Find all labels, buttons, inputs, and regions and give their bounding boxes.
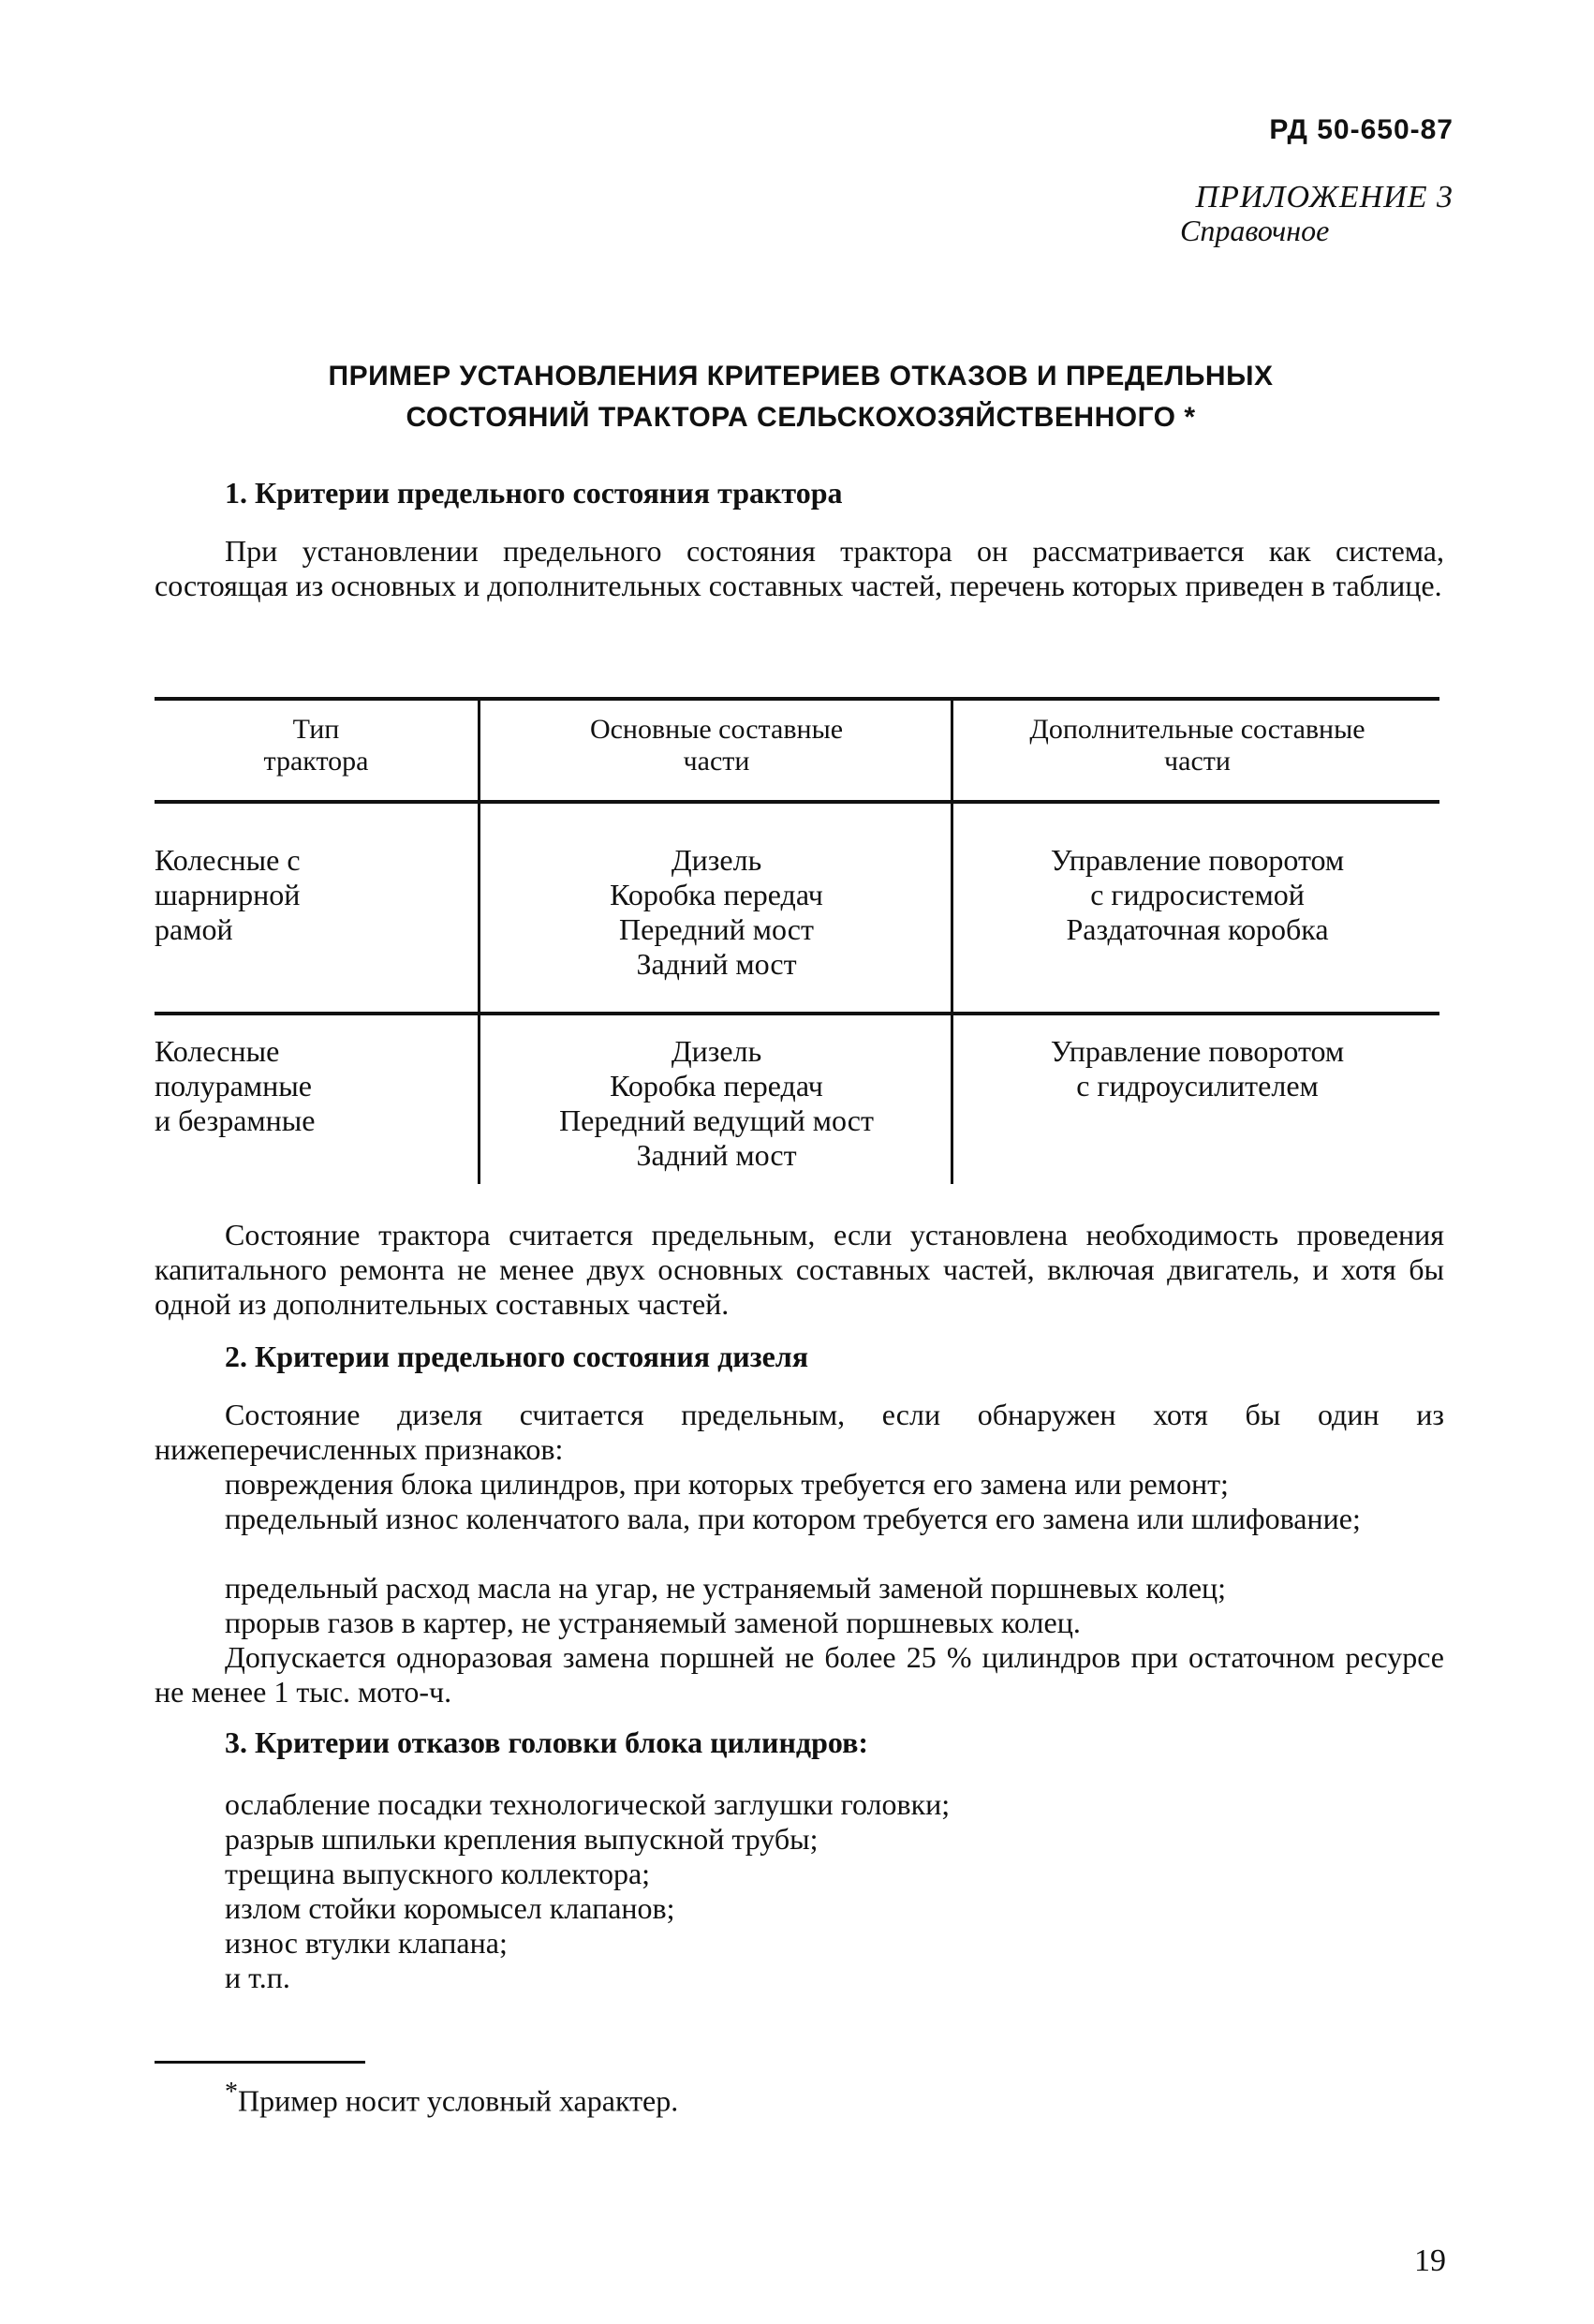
table-header-extra	[955, 714, 1439, 777]
header-extra-line-1: Дополнительные составные	[1029, 714, 1365, 745]
row-2-main-line: Задний мост	[636, 1138, 797, 1172]
section-3-item: износ втулки клапана;	[225, 1926, 508, 1960]
row-1-main-line: Коробка передач	[610, 878, 823, 911]
section-3-item: трещина выпускного коллектора;	[225, 1857, 651, 1890]
appendix-label: ПРИЛОЖЕНИЕ 3	[1195, 180, 1454, 215]
row-1-extra-line: Раздаточная коробка	[1066, 912, 1329, 946]
section-2-intro: Состояние дизеля считается предельным, если обнаружен хотя бы один из нижеперечисленных признаков:	[155, 1398, 1444, 1466]
section-1-heading: 1. Критерии предельного состояния трактора	[225, 476, 843, 510]
table-row-1-extra	[955, 843, 1439, 947]
header-type-line-1: Тип	[292, 714, 340, 745]
section-2-item-3: предельный расход масла на угар, не устраняемый заменой поршневых колец;	[225, 1571, 1227, 1605]
row-1-type-line: шарнирной	[155, 878, 301, 911]
table-header-rule	[155, 800, 1439, 804]
row-1-type-line: рамой	[155, 912, 233, 946]
section-3-item: и т.п.	[225, 1961, 290, 1994]
row-2-type-line: полурамные	[155, 1069, 312, 1103]
section-2-note: Допускается одноразовая замена поршней не более 25 % цилиндров при остаточном ресурсе не менее 1 тыс. мото-ч.	[155, 1640, 1444, 1709]
section-2-item-2: предельный износ коленчатого вала, при котором требуется его замена или шлифование;	[225, 1502, 1361, 1535]
row-2-type-line: Колесные	[155, 1034, 280, 1068]
row-2-extra-line: Управление поворотом	[1050, 1034, 1345, 1068]
page-title	[225, 356, 1377, 438]
footnote-mark: *	[225, 2078, 238, 2107]
row-2-main-line: Коробка передач	[610, 1069, 823, 1103]
footnote-rule	[155, 2061, 365, 2064]
section-2-item-1: повреждения блока цилиндров, при которых требуется его замена или ремонт;	[225, 1467, 1229, 1501]
footnote-text: Пример носит условный характер.	[238, 2083, 679, 2118]
title-line-2	[225, 397, 1377, 438]
table-col-divider-2	[951, 697, 953, 1184]
table-row-2-type	[155, 1034, 478, 1138]
footnote	[225, 2078, 678, 2119]
appendix-type: Справочное	[1180, 214, 1330, 247]
table-row-rule	[155, 1012, 1439, 1015]
row-1-extra-line: с гидросистемой	[1090, 878, 1305, 911]
title-footnote-mark: *	[1184, 402, 1196, 433]
section-2-item-4: прорыв газов в картер, не устраняемый заменой поршневых колец.	[225, 1606, 1081, 1639]
section-1-conclusion: Состояние трактора считается предельным, если установлена необходимость проведения капитального ремонта не менее двух основных составных частей, включая двигатель, и хотя бы одной из дополнительных составных частей.	[155, 1218, 1444, 1321]
title-line-1: ПРИМЕР УСТАНОВЛЕНИЯ КРИТЕРИЕВ ОТКАЗОВ И ПРЕДЕЛЬНЫХ	[328, 361, 1274, 392]
row-2-main-line: Дизель	[671, 1034, 762, 1068]
row-1-main-line: Дизель	[671, 843, 762, 877]
row-2-type-line: и безрамные	[155, 1103, 316, 1137]
table-row-2-extra	[955, 1034, 1439, 1103]
header-type-line-2: трактора	[263, 746, 369, 777]
components-table	[155, 697, 1439, 1184]
header-main-line-1: Основные составные	[589, 714, 844, 745]
section-3-item: ослабление посадки технологической заглушки головки;	[225, 1787, 951, 1821]
row-2-extra-line: с гидроусилителем	[1076, 1069, 1319, 1103]
table-row-2-main	[482, 1034, 951, 1173]
section-3-item: разрыв шпильки крепления выпускной трубы;	[225, 1822, 819, 1856]
table-top-rule	[155, 697, 1439, 701]
header-main-line-2: части	[683, 746, 750, 777]
section-3-heading: 3. Критерии отказов головки блока цилиндров:	[225, 1725, 868, 1759]
section-1-intro: При установлении предельного состояния трактора он рассматривается как система, состоящая из основных и дополнительных составных частей, перечень которых приведен в таблице.	[155, 534, 1444, 602]
page-number: 19	[1414, 2243, 1446, 2278]
document-code: РД 50-650-87	[1269, 114, 1454, 145]
header-extra-line-2: части	[1164, 746, 1231, 777]
row-1-main-line: Задний мост	[636, 947, 797, 981]
title-line-2-text: СОСТОЯНИЙ ТРАКТОРА СЕЛЬСКОХОЗЯЙСТВЕННОГО	[406, 402, 1176, 433]
section-3-item: излом стойки коромысел клапанов;	[225, 1891, 675, 1925]
table-col-divider-1	[478, 697, 480, 1184]
row-2-main-line: Передний ведущий мост	[559, 1103, 874, 1137]
row-1-extra-line: Управление поворотом	[1050, 843, 1345, 877]
table-header-type	[155, 714, 478, 777]
table-row-1-main	[482, 843, 951, 982]
row-1-main-line: Передний мост	[619, 912, 814, 946]
row-1-type-line: Колесные с	[155, 843, 301, 877]
table-header-main	[482, 714, 951, 777]
section-2-heading: 2. Критерии предельного состояния дизеля	[225, 1340, 809, 1373]
table-row-1-type	[155, 843, 478, 947]
